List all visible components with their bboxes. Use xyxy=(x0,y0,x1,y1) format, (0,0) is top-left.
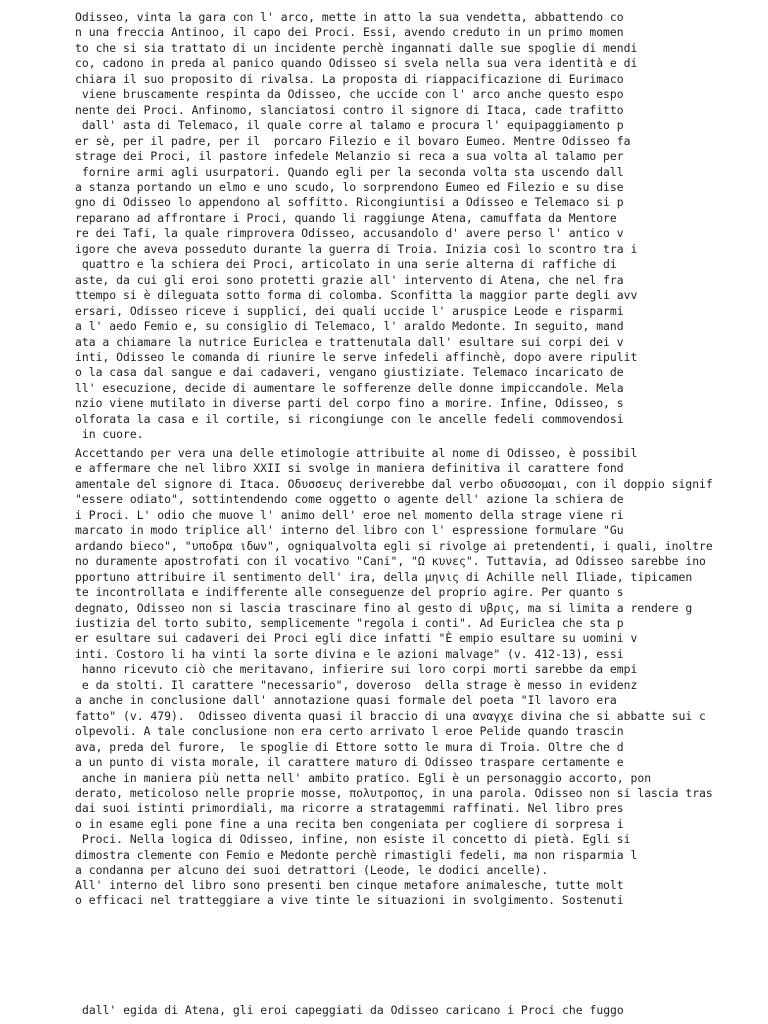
text-line: pportuno attribuire il sentimento dell' ira, della μηνις di Achille nell Iliade, tipicamen xyxy=(75,569,693,584)
text-line: ardando bieco", "υποδρα ιδων", ogniqualvolta egli si rivolge ai pretendenti, i quali, inoltre xyxy=(75,538,713,553)
text-line: inti, Odisseo le comanda di riunire le serve infedeli affinchè, dopo avere ripulit xyxy=(75,349,638,364)
text-line: dimostra clemente con Femio e Medonte perchè rimastigli fedeli, ma non risparmia l xyxy=(75,847,638,862)
text-line: olforata la casa e il cortile, si ricongiunge con le ancelle fedeli commovendosi xyxy=(75,411,624,426)
text-line: nente dei Proci. Anfinomo, slanciatosi contro il signore di Itaca, cade trafitto xyxy=(75,102,624,117)
text-line: to che si sia trattato di un incidente perchè ingannati dalle sue spoglie di mendi xyxy=(75,40,638,55)
text-line: er sè, per il padre, per il porcaro Filezio e il bovaro Eumeo. Mentre Odisseo fa xyxy=(75,133,631,148)
text-line: anche in maniera più netta nell' ambito pratico. Egli è un personaggio accorto, pon xyxy=(75,770,652,785)
text-line: strage dei Proci, il pastore infedele Melanzio si reca a sua volta al talamo per xyxy=(75,149,624,164)
text-line: te incontrollata e indifferente alle conseguenze del proprio agire. Per quanto s xyxy=(75,585,624,600)
text-line: fornire armi agli usurpatori. Quando egli per la seconda volta sta uscendo dall xyxy=(75,164,624,179)
text-line: marcato in modo triplice all' interno del libro con l' espressione formulare "Gu xyxy=(75,523,624,538)
text-line: iustizia del torto subito, semplicemente "regola i conti". Ad Euriclea che sta p xyxy=(75,615,624,630)
text-line: a un punto di vista morale, il carattere maturo di Odisseo traspare certamente e xyxy=(75,755,624,770)
text-line: o la casa dal sangue e dai cadaveri, vengano giustiziate. Telemaco incaricato de xyxy=(75,365,624,380)
text-line: fatto" (v. 479). Odisseo diventa quasi il braccio di una αναγχε divina che si abbatte sui c xyxy=(75,708,706,723)
text-line: dai suoi istinti primordiali, ma ricorre a stratagemmi raffinati. Nel libro pres xyxy=(75,801,624,816)
text-line: a anche in conclusione dall' annotazione quasi formale del poeta "Il lavoro era xyxy=(75,693,617,708)
text-line: "essere odiato", sottintendendo come oggetto o agente dell' azione la schiera de xyxy=(75,492,624,507)
text-line: o in esame egli pone fine a una recita ben congeniata per cogliere di sorpresa i xyxy=(75,816,624,831)
text-line: chiara il suo proposito di rivalsa. La proposta di riappacificazione di Eurimaco xyxy=(75,71,624,86)
text-line: aste, da cui gli eroi sono protetti grazie all' intervento di Atena, che nel fra xyxy=(75,272,624,287)
text-line: gno di Odisseo lo appendono al soffitto. Ricongiuntisi a Odisseo e Telemaco si p xyxy=(75,195,624,210)
text-line: re dei Tafi, la quale rimprovera Odisseo, accusandolo d' avere perso l' antico v xyxy=(75,226,624,241)
text-line: e da stolti. Il carattere "necessario", doveroso della strage è messo in evidenz xyxy=(75,677,638,692)
text-line: n una freccia Antinoo, il capo dei Proci. Essi, avendo creduto in un primo momen xyxy=(75,25,624,40)
text-line: co, cadono in preda al panico quando Odisseo si svela nella sua vera identità e di xyxy=(75,56,638,71)
text-line: a l' aedo Femio e, su consiglio di Telemaco, l' araldo Medonte. In seguito, mand xyxy=(75,319,624,334)
text-line: dall' egida di Atena, gli eroi capeggiati da Odisseo caricano i Proci che fuggo xyxy=(82,1003,624,1017)
text-line: All' interno del libro sono presenti ben cinque metafore animalesche, tutte molt xyxy=(75,878,624,892)
text-line: olpevoli. A tale conclusione non era certo arrivato l eroe Pelide quando trascin xyxy=(75,724,624,739)
text-line: ersari, Odisseo riceve i supplici, dei quali uccide l' aruspice Leode e risparmi xyxy=(75,303,624,318)
paragraph-character-analysis xyxy=(75,446,713,879)
text-line: o efficaci nel tratteggiare a vive tinte le situazioni in svolgimento. Sostenuti xyxy=(75,893,624,908)
text-line: a stanza portando un elmo e uno scudo, lo sorprendono Eumeo ed Filezio e su dise xyxy=(75,179,624,194)
text-line: Proci. Nella logica di Odisseo, infine, non esiste il concetto di pietà. Egli si xyxy=(75,832,631,847)
text-line: dall' asta di Telemaco, il quale corre al talamo e procura l' equipaggiamento p xyxy=(75,118,624,133)
text-line: a condanna per alcuno dei suoi detrattori (Leode, le dodici ancelle). xyxy=(75,863,549,878)
text-line: reparano ad affrontare i Proci, quando li raggiunge Atena, camuffata da Mentore xyxy=(75,210,617,225)
text-line: amentale del signore di Itaca. Οδυσσευς deriverebbe dal verbo οδυσσομαι, con il doppio signif xyxy=(75,476,713,491)
text-line: Accettando per vera una delle etimologie attribuite al nome di Odisseo, è possibil xyxy=(75,446,638,460)
text-line: in cuore. xyxy=(75,427,144,442)
text-line: quattro e la schiera dei Proci, articolato in una serie alterna di raffiche di xyxy=(75,257,617,272)
text-line: inti. Costoro li ha vinti la sorte divina e le azioni malvage" (v. 412-13), essi xyxy=(75,646,624,661)
paragraph-plot-summary xyxy=(75,10,637,443)
text-line: ava, preda del furore, le spoglie di Ettore sotto le mura di Troia. Oltre che d xyxy=(75,739,624,754)
text-line: no duramente apostrofati con il vocativo "Cani", "Ω κυνες". Tuttavia, ad Odisseo sarebbe ino xyxy=(75,554,706,569)
paragraph-continuation xyxy=(82,1003,624,1018)
text-line: ttempo si è dileguata sotto forma di colomba. Sconfitta la maggior parte degli avv xyxy=(75,288,638,303)
text-line: er esultare sui cadaveri dei Proci egli dice infatti "È empio esultare su uomini v xyxy=(75,631,638,646)
paragraph-animal-metaphors xyxy=(75,878,624,909)
text-line: nzio viene mutilato in diverse parti del corpo fino a morire. Infine, Odisseo, s xyxy=(75,396,624,411)
text-line: i Proci. L' odio che muove l' animo dell' eroe nel momento della strage viene ri xyxy=(75,507,624,522)
text-line: hanno ricevuto ciò che meritavano, infierire sui loro corpi morti sarebbe da empi xyxy=(75,662,638,677)
text-line: degnato, Odisseo non si lascia trascinare fino al gesto di υβρις, ma si limita a rendere g xyxy=(75,600,693,615)
text-line: derato, meticoloso nelle proprie mosse, πολυτροπος, in una parola. Odisseo non si lascia tras xyxy=(75,785,713,800)
text-line: Odisseo, vinta la gara con l' arco, mette in atto la sua vendetta, abbattendo co xyxy=(75,10,624,24)
text-line: ata a chiamare la nutrice Euriclea e trattenutala dall' esultare sui corpi dei v xyxy=(75,334,624,349)
text-line: e affermare che nel libro XXII si svolge in maniera definitiva il carattere fond xyxy=(75,461,624,476)
text-line: viene bruscamente respinta da Odisseo, che uccide con l' arco anche questo espo xyxy=(75,87,624,102)
text-line: ll' esecuzione, decide di aumentare le sofferenze delle donne impiccandole. Mela xyxy=(75,380,624,395)
text-line: igore che aveva posseduto durante la guerra di Troia. Inizia così lo scontro tra i xyxy=(75,241,638,256)
